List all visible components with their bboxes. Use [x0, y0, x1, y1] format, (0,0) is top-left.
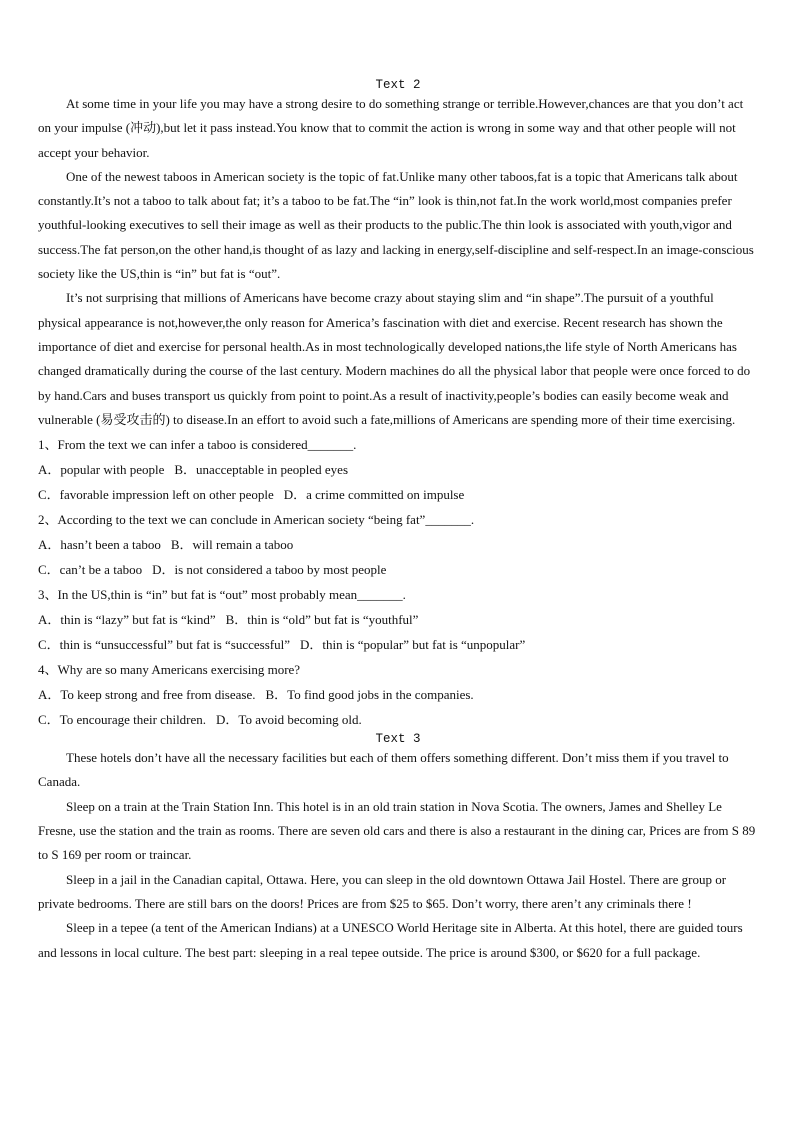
text3-paragraph-2: Sleep on a train at the Train Station Inn. This hotel is in an old train station in Nova Scotia. The owners, James and Shelley Le Fresne, use the station and the train as rooms. There are seven old cars and there is also a restaurant in the dining car, Prices are from S 89 to S 169 per room or traincar. [38, 798, 756, 863]
question-2-option-d: D．is not considered a taboo by most people [152, 562, 387, 578]
text3-paragraph-4: Sleep in a tepee (a tent of the American Indians) at a UNESCO World Heritage site in Alberta. At this hotel, there are guided tours and lessons in local culture. The best part: sleeping in a real tepee outside. The price is around $300, or $620 for a full package. [38, 920, 743, 960]
text2-paragraph-1: At some time in your life you may have a strong desire to do something strange or terrible.However,chances are that you don’t act on your impulse (冲动),but let it pass instead.You know that to commit the action is wrong in some way and that other people will not accept your behavior. [38, 96, 744, 160]
question-4-options-row-1 [38, 682, 758, 707]
text3-paragraph-1: These hotels don’t have all the necessary facilities but each of them offers something different. Don’t miss them if you travel to Canada. [38, 750, 729, 790]
question-2-option-c: C．can’t be a taboo [38, 562, 143, 578]
question-3-option-b: B．thin is “old” but fat is “youthful” [225, 612, 419, 628]
question-2-options-row-2 [38, 557, 758, 582]
text3-heading: Text 3 [375, 732, 421, 747]
question-2-stem: 2、According to the text we can conclude in American society “being fat”_______. [38, 512, 475, 528]
question-3-option-a: A．thin is “lazy” but fat is “kind” [38, 612, 216, 628]
question-3-options-row-2 [38, 632, 758, 657]
question-1-option-c: C．favorable impression left on other people [38, 487, 274, 503]
text2-heading: Text 2 [375, 78, 421, 92]
question-1-stem: 1、From the text we can infer a taboo is considered_______. [38, 437, 357, 453]
question-3-stem: 3、In the US,thin is “in” but fat is “out” most probably mean_______. [38, 587, 406, 603]
question-2-option-b: B．will remain a taboo [170, 537, 294, 553]
question-3-options-row-1 [38, 607, 758, 632]
question-3-option-c: C．thin is “unsuccessful” but fat is “successful” [38, 637, 290, 653]
question-3-option-d: D．thin is “popular” but fat is “unpopular” [300, 637, 526, 653]
question-4-option-c: C．To encourage their children. [38, 712, 207, 728]
text3-paragraph-3: Sleep in a jail in the Canadian capital, Ottawa. Here, you can sleep in the old downtown Ottawa Jail Hostel. There are group or private bedrooms. There are still bars on the doors! Prices are from $25 to $65. Don’t worry, there aren’t any criminals there ! [38, 871, 727, 911]
question-1-option-a: A．popular with people [38, 462, 165, 478]
question-4-options-row-2 [38, 707, 758, 732]
question-4-option-d: D．To avoid becoming old. [216, 712, 362, 728]
question-1-options-row-2 [38, 482, 758, 507]
document-page [38, 78, 758, 965]
question-4-stem: 4、Why are so many Americans exercising more? [38, 662, 301, 678]
question-4-option-a: A．To keep strong and free from disease. [38, 687, 256, 703]
question-1-option-d: D．a crime committed on impulse [283, 487, 465, 503]
question-2-options-row-1 [38, 532, 758, 557]
question-4-option-b: B．To find good jobs in the companies. [265, 687, 474, 703]
question-1-options-row-1 [38, 457, 758, 482]
text2-paragraph-2: One of the newest taboos in American society is the topic of fat.Unlike many other taboos,fat is a topic that Americans talk about constantly.It’s not a taboo to talk about fat; it’s a taboo to be fat.The “in” look is thin,not fat.In the work world,most companies prefer youthful-looking executives to sell their image as well as their products to the public.The thin look is associated with youth,vigor and success.The fat person,on the other hand,is thought of as lazy and lacking in energy,self-discipline and self-respect.In an image-conscious society like the US,thin is “in” but fat is “out”. [38, 168, 754, 282]
text2-paragraph-3: It’s not surprising that millions of Americans have become crazy about staying slim and “in shape”.The pursuit of a youthful physical appearance is not,however,the only reason for America’s fascination with diet and exercise. Recent research has shown the importance of diet and exercise for personal health.As in most technologically developed nations,the life style of North Americans has changed dramatically during the course of the last century. Modern machines do all the physical labor that people were once forced to do by hand.Cars and buses transport us quickly from point to point.As a result of inactivity,people’s bodies can easily become weak and vulnerable (易受攻击的) to disease.In an effort to avoid such a fate,millions of Americans are spending more of their time exercising. [38, 290, 751, 427]
question-2-option-a: A．hasn’t been a taboo [38, 537, 161, 553]
question-1-option-b: B．unacceptable in peopled eyes [174, 462, 349, 478]
